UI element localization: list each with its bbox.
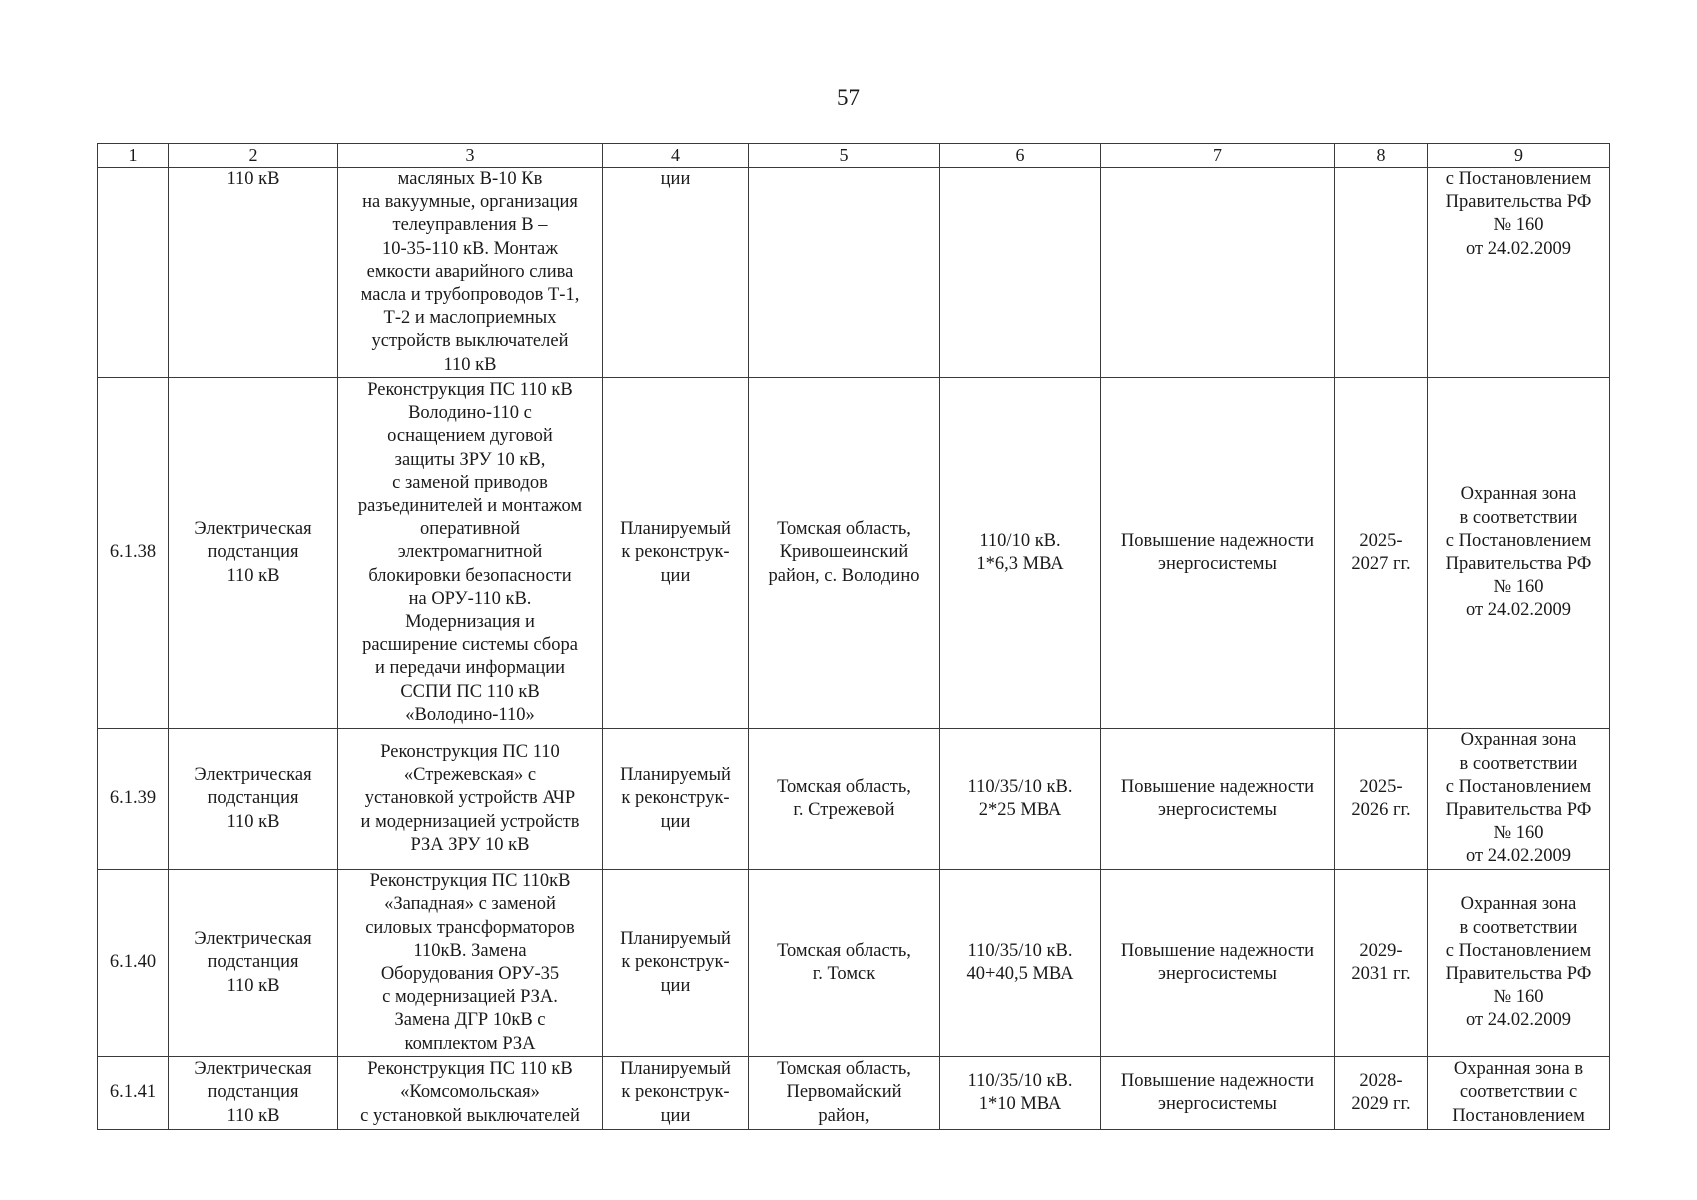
location-cell: Томская область, г. Томск [749,870,940,1057]
capacity-cell [940,168,1101,378]
column-header: 1 [98,144,169,168]
object-type-cell: Электрическая подстанция 110 кВ [169,870,338,1057]
zone-cell: Охранная зона в соответствии с Постановлением Правительства РФ № 160 от 24.02.2009 [1428,729,1610,870]
table-row [98,168,1610,378]
zone-cell: Охранная зона в соответствии с Постановлением Правительства РФ № 160 от 24.02.2009 [1428,378,1610,729]
capacity-cell: 110/35/10 кВ. 2*25 МВА [940,729,1101,870]
object-type-cell: Электрическая подстанция 110 кВ [169,1057,338,1130]
status-cell: Планируемый к реконструк- ции [603,378,749,729]
table-row [98,870,1610,1057]
location-cell: Томская область, г. Стрежевой [749,729,940,870]
description-cell: Реконструкция ПС 110 кВ «Комсомольская» с установкой выключателей [338,1057,603,1130]
object-type-cell: 110 кВ [169,168,338,378]
period-cell: 2029- 2031 гг. [1335,870,1428,1057]
row-number-cell [98,168,169,378]
purpose-cell: Повышение надежности энергосистемы [1101,870,1335,1057]
column-number-header-row [98,144,1610,168]
period-cell [1335,168,1428,378]
row-number-cell: 6.1.40 [98,870,169,1057]
capacity-cell: 110/35/10 кВ. 40+40,5 МВА [940,870,1101,1057]
column-header: 8 [1335,144,1428,168]
row-number-cell: 6.1.38 [98,378,169,729]
status-cell: ции [603,168,749,378]
column-header: 3 [338,144,603,168]
column-header: 9 [1428,144,1610,168]
location-cell: Томская область, Кривошеинский район, с. Володино [749,378,940,729]
location-cell: Томская область, Первомайский район, [749,1057,940,1130]
capacity-cell: 110/10 кВ. 1*6,3 МВА [940,378,1101,729]
location-cell [749,168,940,378]
column-header: 6 [940,144,1101,168]
purpose-cell: Повышение надежности энергосистемы [1101,729,1335,870]
purpose-cell: Повышение надежности энергосистемы [1101,1057,1335,1130]
table-row [98,1057,1610,1130]
column-header: 7 [1101,144,1335,168]
zone-cell: Охранная зона в соответствии с Постановлением [1428,1057,1610,1130]
period-cell: 2028- 2029 гг. [1335,1057,1428,1130]
table-row [98,729,1610,870]
description-cell: Реконструкция ПС 110кВ «Западная» с заменой силовых трансформаторов 110кВ. Замена Оборудования ОРУ-35 с модернизацией РЗА. Замена ДГР 10кВ с комплектом РЗА [338,870,603,1057]
row-number-cell: 6.1.41 [98,1057,169,1130]
description-cell: Реконструкция ПС 110 кВ Володино-110 с оснащением дуговой защиты ЗРУ 10 кВ, с заменой приводов разъединителей и монтажом оперативной электромагнитной блокировки безопасности на ОРУ-110 кВ. Модернизация и расширение системы сбора и передачи информации ССПИ ПС 110 кВ «Володино-110» [338,378,603,729]
purpose-cell: Повышение надежности энергосистемы [1101,378,1335,729]
period-cell: 2025- 2026 гг. [1335,729,1428,870]
zone-cell: с Постановлением Правительства РФ № 160 от 24.02.2009 [1428,168,1610,378]
description-cell: Реконструкция ПС 110 «Стрежевская» с установкой устройств АЧР и модернизацией устройств РЗА ЗРУ 10 кВ [338,729,603,870]
zone-cell: Охранная зона в соответствии с Постановлением Правительства РФ № 160 от 24.02.2009 [1428,870,1610,1057]
description-cell: масляных В-10 Кв на вакуумные, организация телеуправления В – 10-35-110 кВ. Монтаж емкости аварийного слива масла и трубопроводов Т-1, Т-2 и маслоприемных устройств выключателей 110 кВ [338,168,603,378]
status-cell: Планируемый к реконструк- ции [603,729,749,870]
status-cell: Планируемый к реконструк- ции [603,870,749,1057]
column-header: 5 [749,144,940,168]
column-header: 4 [603,144,749,168]
projects-table [97,143,1610,1130]
page-number: 57 [837,85,860,110]
capacity-cell: 110/35/10 кВ. 1*10 МВА [940,1057,1101,1130]
status-cell: Планируемый к реконструк- ции [603,1057,749,1130]
period-cell: 2025- 2027 гг. [1335,378,1428,729]
purpose-cell [1101,168,1335,378]
row-number-cell: 6.1.39 [98,729,169,870]
column-header: 2 [169,144,338,168]
object-type-cell: Электрическая подстанция 110 кВ [169,378,338,729]
object-type-cell: Электрическая подстанция 110 кВ [169,729,338,870]
table-row [98,378,1610,729]
